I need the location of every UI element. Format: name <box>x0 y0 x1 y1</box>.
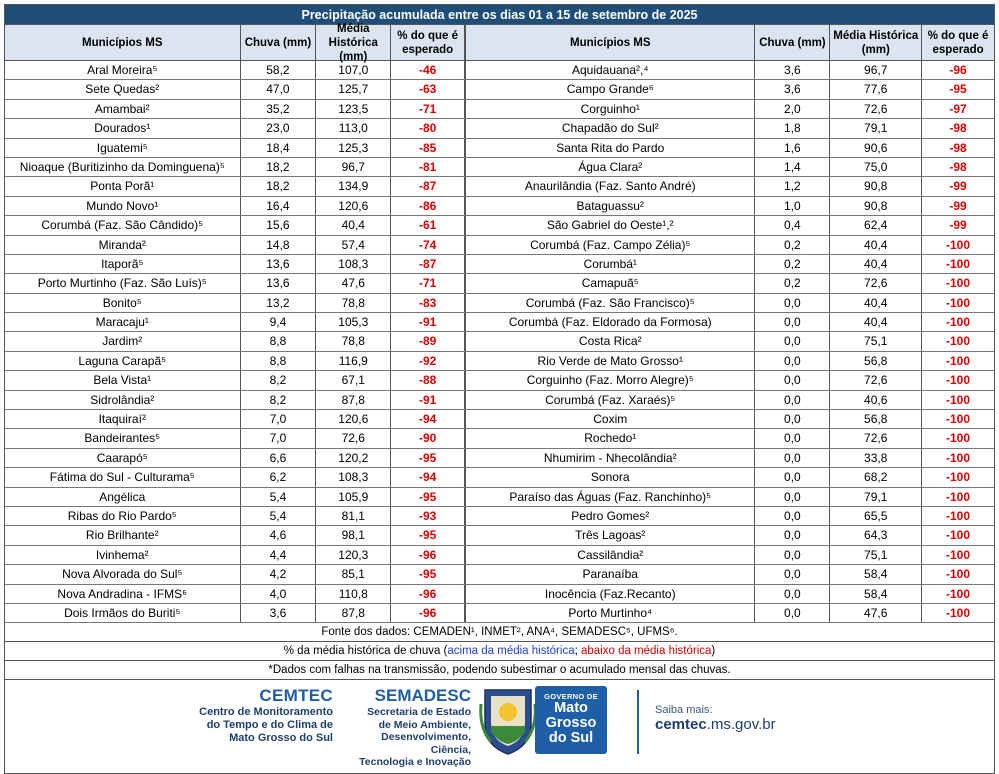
table-row <box>5 507 994 526</box>
municipio-right-cell: Camapuã⁵ <box>465 274 755 292</box>
media-right-cell: 33,8 <box>830 449 922 467</box>
media-left-cell: 113,0 <box>316 119 391 137</box>
table-row <box>5 488 994 507</box>
media-left-cell: 120,2 <box>316 449 391 467</box>
media-right-cell: 68,2 <box>830 468 922 486</box>
municipio-left-cell: Sidrolândia² <box>5 391 241 409</box>
municipio-right-cell: Pedro Gomes² <box>465 507 755 525</box>
pct-right-cell: -100 <box>946 392 971 407</box>
pct-right-cell: -100 <box>946 315 971 330</box>
media-left-cell: 72,6 <box>316 429 391 447</box>
pct-right-cell: -100 <box>946 605 971 620</box>
header-municipio-left: Municípios MS <box>5 25 241 60</box>
table-row <box>5 468 994 487</box>
media-left-cell: 108,3 <box>316 468 391 486</box>
municipio-left-cell: Bela Vista¹ <box>5 371 241 389</box>
media-left-cell: 110,8 <box>316 585 391 603</box>
municipio-left-cell: Ivinhema² <box>5 546 241 564</box>
pct-right-cell: -100 <box>946 237 971 252</box>
pct-left-cell: -87 <box>391 255 465 273</box>
media-right-cell: 72,6 <box>830 371 922 389</box>
chuva-right-cell: 1,4 <box>755 158 830 176</box>
color-legend-note: % da média histórica de chuva (acima da média histórica; abaixo da média histórica) <box>5 642 994 661</box>
media-right-cell: 40,4 <box>830 313 922 331</box>
media-right-cell: 75,1 <box>830 332 922 350</box>
media-right-cell: 64,3 <box>830 526 922 544</box>
pct-left-cell: -63 <box>391 80 465 98</box>
pct-left-cell: -88 <box>391 371 465 389</box>
municipio-right-cell: Costa Rica² <box>465 332 755 350</box>
chuva-left-cell: 8,8 <box>241 332 317 350</box>
chuva-left-cell: 14,8 <box>241 236 317 254</box>
table-row <box>5 216 994 235</box>
chuva-right-cell: 0,4 <box>755 216 830 234</box>
municipio-right-cell: Rio Verde de Mato Grosso¹ <box>465 352 755 370</box>
media-right-cell: 62,4 <box>830 216 922 234</box>
chuva-right-cell: 0,0 <box>755 294 830 312</box>
municipio-left-cell: Miranda² <box>5 236 241 254</box>
pct-right-cell: -100 <box>946 586 971 601</box>
table-row <box>5 139 994 158</box>
chuva-left-cell: 8,2 <box>241 371 317 389</box>
table-row <box>5 332 994 351</box>
footer-divider <box>637 690 639 754</box>
municipio-left-cell: Iguatemi⁵ <box>5 139 241 157</box>
municipio-right-cell: Corumbá (Faz. Xaraés)⁵ <box>465 391 755 409</box>
media-right-cell: 90,6 <box>830 139 922 157</box>
pct-right-cell: -98 <box>949 159 967 174</box>
municipio-left-cell: Sete Quedas² <box>5 80 241 98</box>
header-pct-right: % do que é esperado <box>927 29 989 56</box>
pct-right-cell: -100 <box>946 256 971 271</box>
chuva-left-cell: 7,0 <box>241 410 317 428</box>
table-body <box>5 61 994 623</box>
pct-left-cell: -90 <box>391 429 465 447</box>
media-left-cell: 78,8 <box>316 294 391 312</box>
chuva-right-cell: 0,0 <box>755 429 830 447</box>
chuva-left-cell: 18,2 <box>241 158 317 176</box>
municipio-left-cell: Laguna Carapã⁵ <box>5 352 241 370</box>
chuva-left-cell: 13,6 <box>241 255 317 273</box>
municipio-left-cell: Aral Moreira⁵ <box>5 61 241 79</box>
media-left-cell: 85,1 <box>316 565 391 583</box>
chuva-left-cell: 13,2 <box>241 294 317 312</box>
pct-left-cell: -91 <box>391 313 465 331</box>
website-link[interactable]: cemtec.ms.gov.br <box>655 716 776 734</box>
chuva-right-cell: 0,2 <box>755 255 830 273</box>
pct-left-cell: -81 <box>391 158 465 176</box>
table-row <box>5 177 994 196</box>
chuva-left-cell: 3,6 <box>241 604 317 622</box>
media-right-cell: 58,4 <box>830 585 922 603</box>
table-row <box>5 526 994 545</box>
chuva-right-cell: 0,0 <box>755 410 830 428</box>
municipio-left-cell: Bonito⁵ <box>5 294 241 312</box>
table-row <box>5 565 994 584</box>
table-row <box>5 61 994 80</box>
pct-right-cell: -100 <box>946 353 971 368</box>
pct-left-cell: -91 <box>391 391 465 409</box>
chuva-right-cell: 0,0 <box>755 352 830 370</box>
chuva-left-cell: 47,0 <box>241 80 317 98</box>
municipio-right-cell: Corumbá (Faz. São Francisco)⁵ <box>465 294 755 312</box>
table-row <box>5 100 994 119</box>
precipitation-table <box>4 4 995 774</box>
footer-logos <box>5 680 994 773</box>
municipio-right-cell: Bataguassu² <box>465 197 755 215</box>
media-right-cell: 75,0 <box>830 158 922 176</box>
chuva-right-cell: 0,0 <box>755 507 830 525</box>
chuva-right-cell: 3,6 <box>755 80 830 98</box>
pct-left-cell: -85 <box>391 139 465 157</box>
media-right-cell: 72,6 <box>830 274 922 292</box>
municipio-right-cell: Corumbá (Faz. Eldorado da Formosa) <box>465 313 755 331</box>
municipio-right-cell: Três Lagoas² <box>465 526 755 544</box>
table-row <box>5 158 994 177</box>
chuva-left-cell: 18,2 <box>241 177 317 195</box>
table-row <box>5 371 994 390</box>
pct-left-cell: -96 <box>391 585 465 603</box>
media-right-cell: 72,6 <box>830 429 922 447</box>
pct-right-cell: -100 <box>946 334 971 349</box>
chuva-right-cell: 0,0 <box>755 488 830 506</box>
pct-right-cell: -100 <box>946 373 971 388</box>
pct-left-cell: -46 <box>391 61 465 79</box>
table-row <box>5 429 994 448</box>
chuva-left-cell: 8,8 <box>241 352 317 370</box>
media-left-cell: 81,1 <box>316 507 391 525</box>
table-row <box>5 197 994 216</box>
pct-right-cell: -100 <box>946 470 971 485</box>
municipio-left-cell: Itaquiraí² <box>5 410 241 428</box>
table-row <box>5 119 994 138</box>
media-left-cell: 96,7 <box>316 158 391 176</box>
table-row <box>5 585 994 604</box>
table-row <box>5 236 994 255</box>
chuva-right-cell: 0,0 <box>755 526 830 544</box>
chuva-right-cell: 1,8 <box>755 119 830 137</box>
municipio-right-cell: Santa Rita do Pardo <box>465 139 755 157</box>
pct-right-cell: -100 <box>946 489 971 504</box>
pct-right-cell: -98 <box>949 121 967 136</box>
pct-left-cell: -95 <box>391 449 465 467</box>
cemtec-logo: CEMTEC Centro de Monitoramento do Tempo e do Clima de Mato Grosso do Sul <box>199 686 333 745</box>
municipio-right-cell: Chapadão do Sul² <box>465 119 755 137</box>
media-left-cell: 116,9 <box>316 352 391 370</box>
chuva-right-cell: 0,2 <box>755 274 830 292</box>
municipio-right-cell: Campo Grande⁶ <box>465 80 755 98</box>
municipio-left-cell: Ponta Porã¹ <box>5 177 241 195</box>
table-row <box>5 391 994 410</box>
chuva-right-cell: 2,0 <box>755 100 830 118</box>
municipio-right-cell: Paranaíba <box>465 565 755 583</box>
header-pct-left: % do que é esperado <box>391 25 465 60</box>
table-row <box>5 546 994 565</box>
municipio-left-cell: Fátima do Sul - Culturama⁵ <box>5 468 241 486</box>
pct-left-cell: -74 <box>391 236 465 254</box>
municipio-left-cell: Nova Alvorada do Sul⁵ <box>5 565 241 583</box>
media-right-cell: 77,6 <box>830 80 922 98</box>
municipio-left-cell: Jardim² <box>5 332 241 350</box>
media-left-cell: 120,6 <box>316 197 391 215</box>
municipio-right-cell: Rochedo¹ <box>465 429 755 447</box>
legend-above: acima da média histórica <box>447 645 575 658</box>
chuva-left-cell: 13,6 <box>241 274 317 292</box>
chuva-left-cell: 6,6 <box>241 449 317 467</box>
media-left-cell: 87,8 <box>316 391 391 409</box>
state-coat-of-arms-icon <box>477 684 539 756</box>
municipio-left-cell: Corumbá (Faz. São Cândido)⁵ <box>5 216 241 234</box>
data-source-note: Fonte dos dados: CEMADEN¹, INMET², ANA⁴, SEMADESC⁵, UFMS⁶. <box>5 623 994 642</box>
media-left-cell: 40,4 <box>316 216 391 234</box>
media-left-cell: 125,3 <box>316 139 391 157</box>
table-row <box>5 604 994 623</box>
pct-left-cell: -95 <box>391 488 465 506</box>
chuva-left-cell: 7,0 <box>241 429 317 447</box>
governo-ms-logo: GOVERNO DE Mato Grosso do Sul <box>535 686 607 754</box>
pct-left-cell: -61 <box>391 216 465 234</box>
semadesc-logo: SEMADESC Secretaria de Estado de Meio Ambiente, Desenvolvimento, Ciência, Tecnologia e Inovação <box>359 686 471 769</box>
municipio-right-cell: Coxim <box>465 410 755 428</box>
pct-left-cell: -86 <box>391 197 465 215</box>
media-right-cell: 40,4 <box>830 294 922 312</box>
municipio-right-cell: Cassilândia² <box>465 546 755 564</box>
pct-left-cell: -96 <box>391 546 465 564</box>
municipio-right-cell: Corumbá (Faz. Campo Zélia)⁵ <box>465 236 755 254</box>
pct-right-cell: -98 <box>949 140 967 155</box>
chuva-right-cell: 0,0 <box>755 585 830 603</box>
media-left-cell: 107,0 <box>316 61 391 79</box>
pct-left-cell: -95 <box>391 565 465 583</box>
pct-left-cell: -92 <box>391 352 465 370</box>
pct-right-cell: -100 <box>946 528 971 543</box>
media-left-cell: 120,6 <box>316 410 391 428</box>
municipio-right-cell: Corguinho¹ <box>465 100 755 118</box>
chuva-right-cell: 0,0 <box>755 332 830 350</box>
municipio-right-cell: Porto Murtinho⁴ <box>465 604 755 622</box>
media-right-cell: 79,1 <box>830 488 922 506</box>
municipio-right-cell: Anaurilândia (Faz. Santo André) <box>465 177 755 195</box>
chuva-right-cell: 0,0 <box>755 313 830 331</box>
municipio-left-cell: Mundo Novo¹ <box>5 197 241 215</box>
media-right-cell: 40,4 <box>830 255 922 273</box>
media-right-cell: 90,8 <box>830 197 922 215</box>
pct-right-cell: -100 <box>946 431 971 446</box>
media-right-cell: 40,6 <box>830 391 922 409</box>
pct-left-cell: -95 <box>391 526 465 544</box>
media-right-cell: 72,6 <box>830 100 922 118</box>
media-left-cell: 87,8 <box>316 604 391 622</box>
media-right-cell: 96,7 <box>830 61 922 79</box>
media-right-cell: 58,4 <box>830 565 922 583</box>
media-left-cell: 120,3 <box>316 546 391 564</box>
pct-right-cell: -100 <box>946 567 971 582</box>
pct-left-cell: -93 <box>391 507 465 525</box>
media-left-cell: 67,1 <box>316 371 391 389</box>
pct-right-cell: -100 <box>946 508 971 523</box>
media-left-cell: 57,4 <box>316 236 391 254</box>
table-row <box>5 352 994 371</box>
municipio-right-cell: Água Clara² <box>465 158 755 176</box>
chuva-right-cell: 1,6 <box>755 139 830 157</box>
municipio-left-cell: Maracaju¹ <box>5 313 241 331</box>
chuva-right-cell: 0,2 <box>755 236 830 254</box>
chuva-left-cell: 16,4 <box>241 197 317 215</box>
table-row <box>5 255 994 274</box>
chuva-left-cell: 35,2 <box>241 100 317 118</box>
pct-left-cell: -80 <box>391 119 465 137</box>
chuva-left-cell: 4,0 <box>241 585 317 603</box>
chuva-left-cell: 4,4 <box>241 546 317 564</box>
municipio-right-cell: Nhumirim - Nhecolândia² <box>465 449 755 467</box>
chuva-right-cell: 0,0 <box>755 371 830 389</box>
chuva-right-cell: 0,0 <box>755 449 830 467</box>
municipio-left-cell: Amambai² <box>5 100 241 118</box>
chuva-right-cell: 3,6 <box>755 61 830 79</box>
media-left-cell: 134,9 <box>316 177 391 195</box>
chuva-left-cell: 4,6 <box>241 526 317 544</box>
pct-left-cell: -71 <box>391 100 465 118</box>
municipio-left-cell: Ribas do Rio Pardo⁵ <box>5 507 241 525</box>
header-media-left: Média Histórica (mm) <box>316 25 391 60</box>
media-right-cell: 56,8 <box>830 352 922 370</box>
table-row <box>5 274 994 293</box>
pct-left-cell: -96 <box>391 604 465 622</box>
pct-left-cell: -71 <box>391 274 465 292</box>
pct-right-cell: -99 <box>949 198 967 213</box>
pct-left-cell: -94 <box>391 410 465 428</box>
pct-right-cell: -100 <box>946 276 971 291</box>
municipio-right-cell: Aquidauana²,⁴ <box>465 61 755 79</box>
media-right-cell: 79,1 <box>830 119 922 137</box>
chuva-right-cell: 0,0 <box>755 604 830 622</box>
municipio-left-cell: Dourados¹ <box>5 119 241 137</box>
media-left-cell: 123,5 <box>316 100 391 118</box>
media-right-cell: 75,1 <box>830 546 922 564</box>
legend-below: abaixo da média histórica <box>580 645 712 658</box>
media-left-cell: 98,1 <box>316 526 391 544</box>
table-row <box>5 313 994 332</box>
header-media-right: Média Histórica (mm) <box>830 25 922 60</box>
media-left-cell: 78,8 <box>316 332 391 350</box>
municipio-left-cell: Itaporã⁵ <box>5 255 241 273</box>
municipio-left-cell: Bandeirantes⁵ <box>5 429 241 447</box>
municipio-left-cell: Porto Murtinho (Faz. São Luís)⁵ <box>5 274 241 292</box>
chuva-left-cell: 9,4 <box>241 313 317 331</box>
municipio-left-cell: Dois Irmãos do Buriti⁵ <box>5 604 241 622</box>
pct-right-cell: -100 <box>946 295 971 310</box>
chuva-left-cell: 8,2 <box>241 391 317 409</box>
municipio-left-cell: Rio Brilhante² <box>5 526 241 544</box>
website-link-block[interactable]: Saiba mais: cemtec.ms.gov.br <box>655 704 776 734</box>
header-chuva-right: Chuva (mm) <box>755 25 830 60</box>
media-left-cell: 125,7 <box>316 80 391 98</box>
media-left-cell: 105,9 <box>316 488 391 506</box>
pct-right-cell: -100 <box>946 450 971 465</box>
media-right-cell: 65,5 <box>830 507 922 525</box>
pct-right-cell: -97 <box>949 101 967 116</box>
chuva-right-cell: 0,0 <box>755 391 830 409</box>
pct-right-cell: -99 <box>949 218 967 233</box>
media-left-cell: 108,3 <box>316 255 391 273</box>
pct-right-cell: -100 <box>946 412 971 427</box>
header-municipio-right: Municípios MS <box>465 25 755 60</box>
media-right-cell: 56,8 <box>830 410 922 428</box>
pct-left-cell: -89 <box>391 332 465 350</box>
chuva-right-cell: 0,0 <box>755 546 830 564</box>
pct-right-cell: -100 <box>946 547 971 562</box>
table-row <box>5 449 994 468</box>
chuva-right-cell: 1,2 <box>755 177 830 195</box>
pct-right-cell: -96 <box>949 63 967 77</box>
municipio-left-cell: Nova Andradina - IFMS⁶ <box>5 585 241 603</box>
municipio-right-cell: Sonora <box>465 468 755 486</box>
table-row <box>5 80 994 99</box>
municipio-left-cell: Caarapó⁵ <box>5 449 241 467</box>
chuva-right-cell: 0,0 <box>755 565 830 583</box>
table-row <box>5 294 994 313</box>
chuva-left-cell: 5,4 <box>241 488 317 506</box>
media-right-cell: 47,6 <box>830 604 922 622</box>
chuva-left-cell: 15,6 <box>241 216 317 234</box>
chuva-left-cell: 18,4 <box>241 139 317 157</box>
table-header-row <box>5 22 994 63</box>
media-right-cell: 40,4 <box>830 236 922 254</box>
table-title: Precipitação acumulada entre os dias 01 a 15 de setembro de 2025 <box>5 5 994 25</box>
pct-left-cell: -87 <box>391 177 465 195</box>
municipio-right-cell: Inocência (Faz.Recanto) <box>465 585 755 603</box>
chuva-right-cell: 0,0 <box>755 468 830 486</box>
municipio-right-cell: São Gabriel do Oeste¹,² <box>465 216 755 234</box>
chuva-right-cell: 1,0 <box>755 197 830 215</box>
municipio-right-cell: Corumbá¹ <box>465 255 755 273</box>
media-left-cell: 47,6 <box>316 274 391 292</box>
pct-right-cell: -99 <box>949 179 967 194</box>
municipio-right-cell: Corguinho (Faz. Morro Alegre)⁵ <box>465 371 755 389</box>
table-row <box>5 410 994 429</box>
municipio-left-cell: Angélica <box>5 488 241 506</box>
pct-left-cell: -83 <box>391 294 465 312</box>
chuva-left-cell: 23,0 <box>241 119 317 137</box>
municipio-left-cell: Nioaque (Buritizinho da Dominguena)⁵ <box>5 158 241 176</box>
chuva-left-cell: 58,2 <box>241 61 317 79</box>
chuva-left-cell: 4,2 <box>241 565 317 583</box>
municipio-right-cell: Paraíso das Águas (Faz. Ranchinho)⁵ <box>465 488 755 506</box>
chuva-left-cell: 5,4 <box>241 507 317 525</box>
chuva-left-cell: 6,2 <box>241 468 317 486</box>
pct-right-cell: -95 <box>949 82 967 97</box>
transmission-failure-note: *Dados com falhas na transmissão, podendo subestimar o acumulado mensal das chuvas. <box>5 661 994 680</box>
media-left-cell: 105,3 <box>316 313 391 331</box>
pct-left-cell: -94 <box>391 468 465 486</box>
media-right-cell: 90,8 <box>830 177 922 195</box>
header-chuva-left: Chuva (mm) <box>241 25 317 60</box>
